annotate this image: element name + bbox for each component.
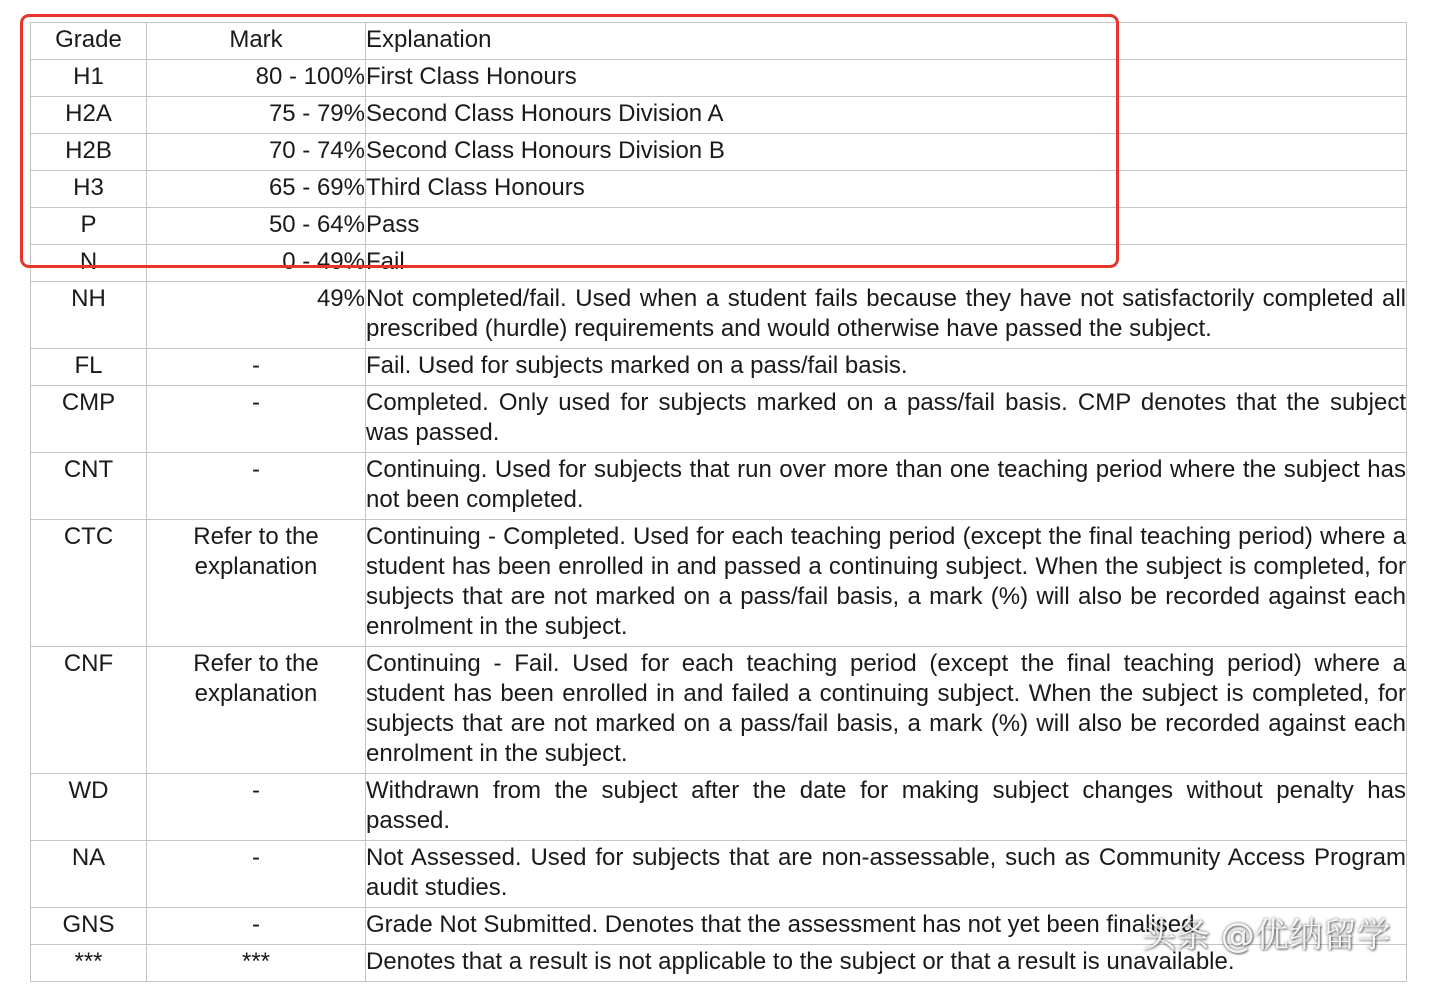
grade-cell: H3 — [31, 171, 147, 208]
mark-cell: - — [147, 453, 366, 520]
table-row — [31, 134, 1407, 171]
mark-cell: - — [147, 908, 366, 945]
explanation-cell: Third Class Honours — [366, 171, 1407, 208]
table-row — [31, 282, 1407, 349]
grade-table — [30, 22, 1407, 982]
explanation-cell: Completed. Only used for subjects marked on a pass/fail basis. CMP denotes that the subject was passed. — [366, 386, 1407, 453]
grade-cell: NH — [31, 282, 147, 349]
header-explanation: Explanation — [366, 23, 1407, 60]
header-grade: Grade — [31, 23, 147, 60]
table-row — [31, 245, 1407, 282]
header-mark: Mark — [147, 23, 366, 60]
explanation-cell: Continuing. Used for subjects that run over more than one teaching period where the subject has not been completed. — [366, 453, 1407, 520]
grade-cell: NA — [31, 841, 147, 908]
grade-cell: CTC — [31, 520, 147, 647]
explanation-cell: Fail. Used for subjects marked on a pass/fail basis. — [366, 349, 1407, 386]
mark-cell: - — [147, 841, 366, 908]
explanation-cell: First Class Honours — [366, 60, 1407, 97]
grade-cell: FL — [31, 349, 147, 386]
grade-cell: CNF — [31, 647, 147, 774]
table-row — [31, 945, 1407, 982]
table-row — [31, 453, 1407, 520]
mark-cell: - — [147, 349, 366, 386]
mark-cell: Refer to the explanation — [147, 520, 366, 647]
grade-cell: CMP — [31, 386, 147, 453]
mark-cell: - — [147, 774, 366, 841]
mark-cell: 70 - 74% — [147, 134, 366, 171]
explanation-cell: Withdrawn from the subject after the date for making subject changes without penalty has passed. — [366, 774, 1407, 841]
explanation-cell: Not completed/fail. Used when a student fails because they have not satisfactorily completed all prescribed (hurdle) requirements and would otherwise have passed the subject. — [366, 282, 1407, 349]
grade-cell: GNS — [31, 908, 147, 945]
table-header-row — [31, 23, 1407, 60]
mark-cell: 49% — [147, 282, 366, 349]
explanation-cell: Continuing - Fail. Used for each teaching period (except the final teaching period) where a student has been enrolled in and failed a continuing subject. When the subject is completed, for subjects that are not marked on a pass/fail basis, a mark (%) will also be recorded against each enrolment in the subject. — [366, 647, 1407, 774]
grade-cell: N — [31, 245, 147, 282]
table-row — [31, 841, 1407, 908]
grade-cell: H1 — [31, 60, 147, 97]
explanation-cell: Not Assessed. Used for subjects that are non-assessable, such as Community Access Program audit studies. — [366, 841, 1407, 908]
explanation-cell: Second Class Honours Division A — [366, 97, 1407, 134]
grade-cell: P — [31, 208, 147, 245]
mark-cell: 80 - 100% — [147, 60, 366, 97]
grade-cell: H2A — [31, 97, 147, 134]
table-row — [31, 349, 1407, 386]
mark-cell: Refer to the explanation — [147, 647, 366, 774]
explanation-cell: Continuing - Completed. Used for each teaching period (except the final teaching period) where a student has been enrolled in and passed a continuing subject. When the subject is completed, for subjects that are not marked on a pass/fail basis, a mark (%) will also be recorded against each enrolment in the subject. — [366, 520, 1407, 647]
table-row — [31, 908, 1407, 945]
mark-cell: 75 - 79% — [147, 97, 366, 134]
explanation-cell: Grade Not Submitted. Denotes that the assessment has not yet been finalised. — [366, 908, 1407, 945]
table-row — [31, 386, 1407, 453]
table-row — [31, 647, 1407, 774]
table-row — [31, 774, 1407, 841]
table-row — [31, 208, 1407, 245]
watermark: 头条 @优纳留学 — [1142, 916, 1391, 956]
grade-cell: *** — [31, 945, 147, 982]
mark-cell: *** — [147, 945, 366, 982]
mark-cell: 65 - 69% — [147, 171, 366, 208]
table-row — [31, 520, 1407, 647]
grade-cell: CNT — [31, 453, 147, 520]
mark-cell: 0 - 49% — [147, 245, 366, 282]
grade-cell: WD — [31, 774, 147, 841]
mark-cell: - — [147, 386, 366, 453]
grade-cell: H2B — [31, 134, 147, 171]
explanation-cell: Denotes that a result is not applicable to the subject or that a result is unavailable. — [366, 945, 1407, 982]
explanation-cell: Fail — [366, 245, 1407, 282]
table-row — [31, 97, 1407, 134]
explanation-cell: Second Class Honours Division B — [366, 134, 1407, 171]
table-row — [31, 60, 1407, 97]
table-row — [31, 171, 1407, 208]
explanation-cell: Pass — [366, 208, 1407, 245]
mark-cell: 50 - 64% — [147, 208, 366, 245]
